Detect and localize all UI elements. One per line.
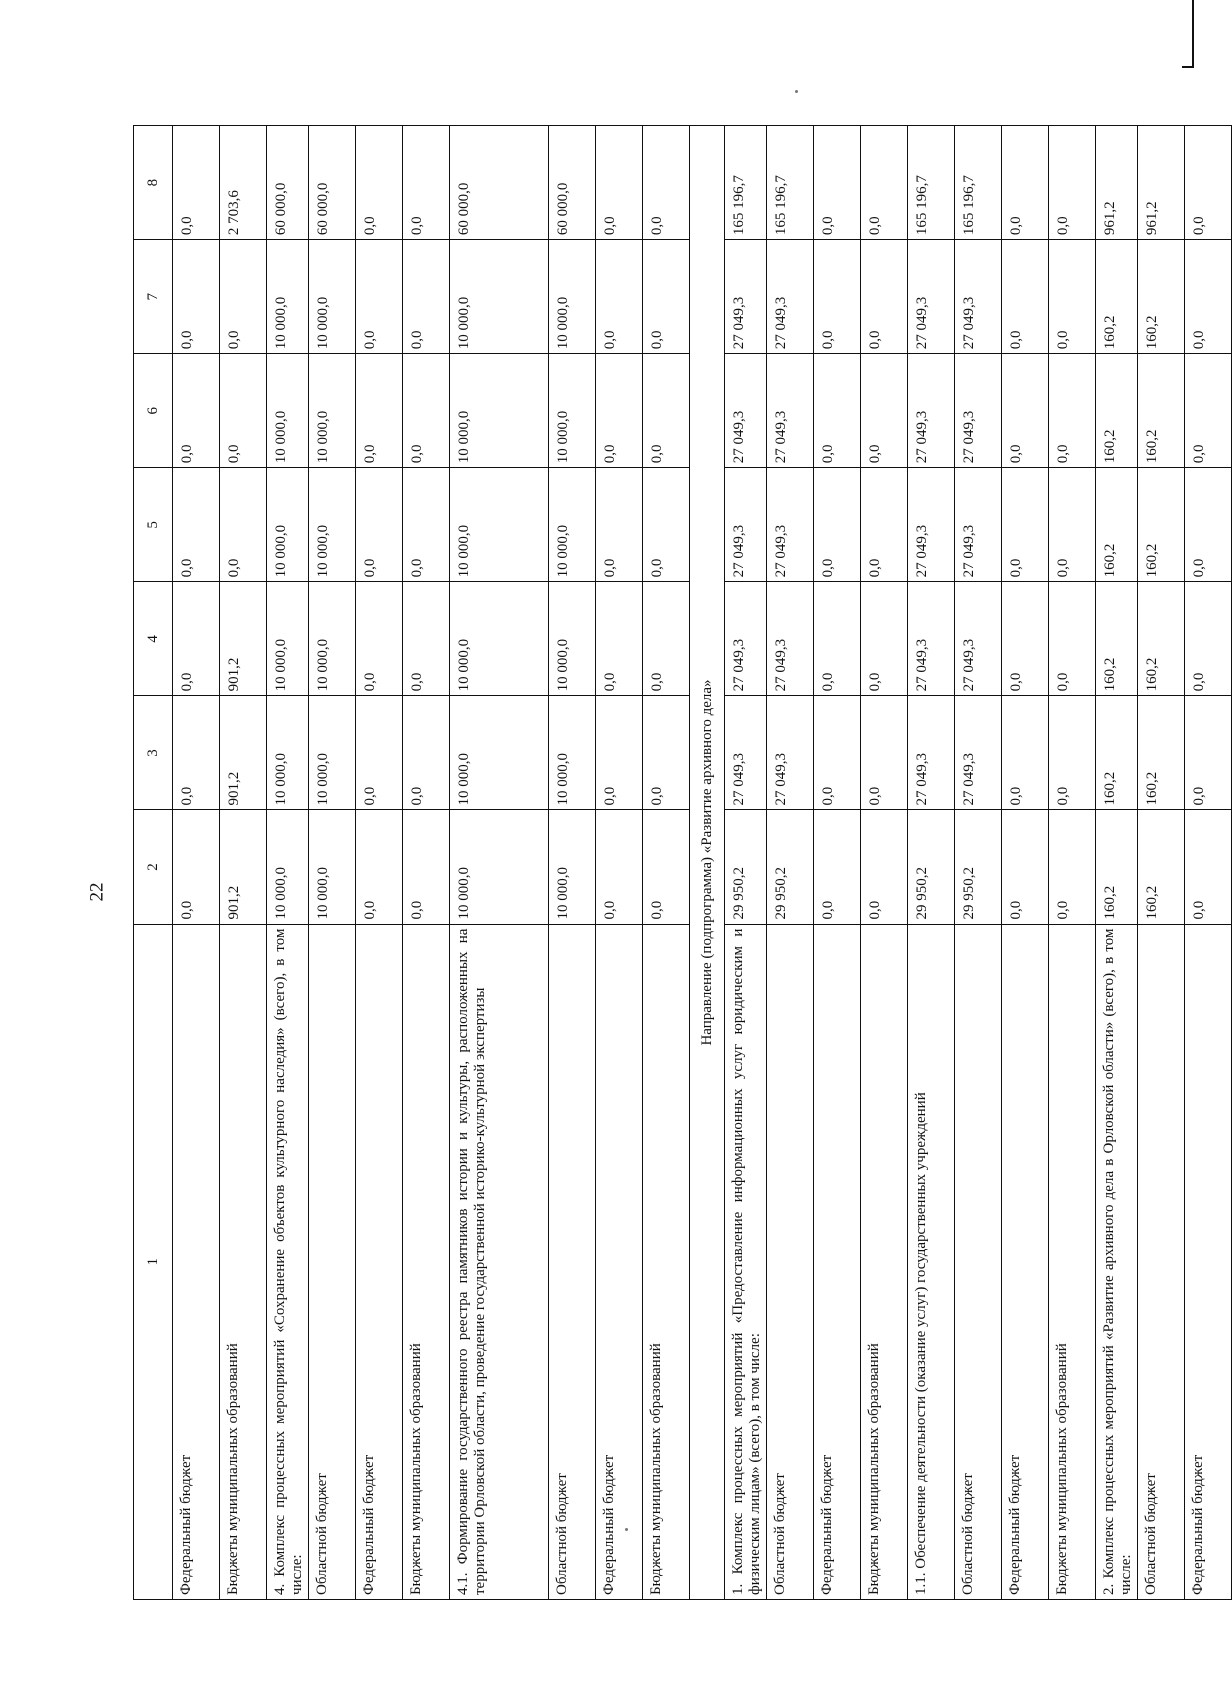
value-cell: 0,0	[1049, 810, 1096, 924]
value-cell: 0,0	[814, 810, 861, 924]
table-row	[403, 126, 450, 1600]
value-cell: 0,0	[356, 810, 403, 924]
table-row	[725, 126, 767, 1600]
value-cell: 10 000,0	[450, 240, 549, 354]
table-row	[220, 126, 267, 1600]
value-cell: 0,0	[356, 240, 403, 354]
value-cell: 0,0	[861, 582, 908, 696]
value-cell: 160,2	[1096, 696, 1138, 810]
value-cell: 10 000,0	[549, 810, 596, 924]
total-cell: 0,0	[173, 126, 220, 240]
value-cell: 0,0	[403, 582, 450, 696]
section-row	[690, 126, 725, 1600]
column-header: 8	[134, 126, 173, 240]
table-row	[861, 126, 908, 1600]
value-cell: 27 049,3	[725, 696, 767, 810]
value-cell: 0,0	[596, 354, 643, 468]
value-cell: 10 000,0	[450, 810, 549, 924]
value-cell: 10 000,0	[450, 582, 549, 696]
value-cell: 0,0	[1049, 354, 1096, 468]
page-number-text: 22	[86, 882, 107, 902]
value-cell: 10 000,0	[267, 240, 309, 354]
row-label: Областной бюджет	[767, 924, 814, 1599]
value-cell: 0,0	[1185, 696, 1232, 810]
value-cell: 160,2	[1138, 582, 1185, 696]
value-cell: 27 049,3	[908, 468, 955, 582]
row-label: 1. Комплекс процессных мероприятий «Предоставление информационных услуг юридическим и физическим лицам» (всего), в том числе:	[725, 924, 767, 1599]
value-cell: 29 950,2	[908, 810, 955, 924]
row-label: Федеральный бюджет	[173, 924, 220, 1599]
value-cell: 160,2	[1096, 810, 1138, 924]
value-cell: 0,0	[643, 240, 690, 354]
value-cell: 10 000,0	[450, 468, 549, 582]
value-cell: 0,0	[1002, 468, 1049, 582]
value-cell: 0,0	[596, 240, 643, 354]
value-cell: 0,0	[596, 582, 643, 696]
value-cell: 0,0	[596, 810, 643, 924]
row-label: Областной бюджет	[549, 924, 596, 1599]
value-cell: 27 049,3	[908, 696, 955, 810]
value-cell: 10 000,0	[267, 696, 309, 810]
value-cell: 0,0	[403, 468, 450, 582]
total-cell: 0,0	[1049, 126, 1096, 240]
value-cell: 0,0	[1185, 240, 1232, 354]
table-row	[908, 126, 955, 1600]
value-cell: 27 049,3	[955, 240, 1002, 354]
value-cell: 10 000,0	[549, 354, 596, 468]
value-cell: 0,0	[220, 354, 267, 468]
value-cell: 27 049,3	[908, 240, 955, 354]
value-cell: 0,0	[356, 582, 403, 696]
row-label: 2. Комплекс процессных мероприятий «Развитие архивного дела в Орловской области» (всего), в том числе:	[1096, 924, 1138, 1599]
value-cell: 27 049,3	[767, 696, 814, 810]
value-cell: 0,0	[814, 582, 861, 696]
column-header: 5	[134, 468, 173, 582]
value-cell: 0,0	[1185, 354, 1232, 468]
total-cell: 0,0	[861, 126, 908, 240]
value-cell: 27 049,3	[767, 354, 814, 468]
value-cell: 901,2	[220, 696, 267, 810]
value-cell: 10 000,0	[549, 468, 596, 582]
value-cell: 0,0	[1185, 468, 1232, 582]
total-cell: 0,0	[643, 126, 690, 240]
value-cell: 27 049,3	[725, 582, 767, 696]
value-cell: 10 000,0	[309, 468, 356, 582]
total-cell: 165 196,7	[725, 126, 767, 240]
value-cell: 0,0	[596, 696, 643, 810]
row-label: Бюджеты муниципальных образований	[1049, 924, 1096, 1599]
value-cell: 10 000,0	[267, 354, 309, 468]
value-cell: 0,0	[173, 810, 220, 924]
total-cell: 0,0	[1185, 126, 1232, 240]
value-cell: 160,2	[1096, 468, 1138, 582]
value-cell: 0,0	[173, 582, 220, 696]
value-cell: 0,0	[643, 582, 690, 696]
value-cell: 0,0	[1002, 582, 1049, 696]
value-cell: 10 000,0	[549, 582, 596, 696]
row-label: Областной бюджет	[955, 924, 1002, 1599]
value-cell: 0,0	[403, 354, 450, 468]
value-cell: 10 000,0	[309, 240, 356, 354]
value-cell: 0,0	[643, 810, 690, 924]
row-label: Федеральный бюджет	[1185, 924, 1232, 1599]
value-cell: 10 000,0	[267, 810, 309, 924]
total-cell: 165 196,7	[908, 126, 955, 240]
row-label: Федеральный бюджет	[596, 924, 643, 1599]
value-cell: 27 049,3	[908, 354, 955, 468]
value-cell: 0,0	[1049, 240, 1096, 354]
column-header: 2	[134, 810, 173, 924]
value-cell: 10 000,0	[450, 696, 549, 810]
total-cell: 60 000,0	[549, 126, 596, 240]
total-cell: 60 000,0	[267, 126, 309, 240]
value-cell: 160,2	[1138, 468, 1185, 582]
value-cell: 0,0	[356, 696, 403, 810]
total-cell: 961,2	[1138, 126, 1185, 240]
table-row	[267, 126, 309, 1600]
section-title: Направление (подпрограмма) «Развитие архивного дела»	[690, 126, 725, 1600]
row-label: 4.1. Формирование государственного реестра памятников истории и культуры, расположенных на территории Орловской области, проведение государственной историко-культурной экспертизы	[450, 924, 549, 1599]
table-row	[450, 126, 549, 1600]
value-cell: 901,2	[220, 810, 267, 924]
value-cell: 10 000,0	[309, 696, 356, 810]
total-cell: 165 196,7	[955, 126, 1002, 240]
value-cell: 10 000,0	[309, 582, 356, 696]
row-label: 1.1. Обеспечение деятельности (оказание услуг) государственных учреждений	[908, 924, 955, 1599]
value-cell: 0,0	[1002, 240, 1049, 354]
value-cell: 0,0	[596, 468, 643, 582]
table-row	[1096, 126, 1138, 1600]
value-cell: 0,0	[173, 468, 220, 582]
value-cell: 160,2	[1096, 582, 1138, 696]
value-cell: 27 049,3	[955, 582, 1002, 696]
value-cell: 0,0	[220, 468, 267, 582]
table-row	[814, 126, 861, 1600]
column-header: 6	[134, 354, 173, 468]
column-header: 4	[134, 582, 173, 696]
row-label: Федеральный бюджет	[356, 924, 403, 1599]
budget-table	[133, 125, 1232, 1600]
row-label: Областной бюджет	[309, 924, 356, 1599]
table-row	[767, 126, 814, 1600]
value-cell: 27 049,3	[908, 582, 955, 696]
value-cell: 0,0	[1002, 354, 1049, 468]
value-cell: 0,0	[1185, 810, 1232, 924]
row-label: Федеральный бюджет	[1002, 924, 1049, 1599]
value-cell: 0,0	[861, 354, 908, 468]
value-cell: 0,0	[814, 354, 861, 468]
row-label: Областной бюджет	[1138, 924, 1185, 1599]
table-row	[173, 126, 220, 1600]
value-cell: 0,0	[403, 240, 450, 354]
value-cell: 27 049,3	[725, 468, 767, 582]
total-cell: 165 196,7	[767, 126, 814, 240]
value-cell: 0,0	[356, 468, 403, 582]
total-cell: 60 000,0	[450, 126, 549, 240]
value-cell: 0,0	[814, 240, 861, 354]
total-cell: 2 703,6	[220, 126, 267, 240]
value-cell: 10 000,0	[549, 240, 596, 354]
table-row	[1002, 126, 1049, 1600]
table-row	[1185, 126, 1232, 1600]
value-cell: 10 000,0	[549, 696, 596, 810]
table-row	[1138, 126, 1185, 1600]
table-row	[643, 126, 690, 1600]
value-cell: 0,0	[1049, 582, 1096, 696]
value-cell: 0,0	[1049, 696, 1096, 810]
row-label: Федеральный бюджет	[814, 924, 861, 1599]
value-cell: 0,0	[861, 810, 908, 924]
table-row	[356, 126, 403, 1600]
value-cell: 0,0	[814, 696, 861, 810]
value-cell: 27 049,3	[767, 240, 814, 354]
value-cell: 27 049,3	[767, 468, 814, 582]
row-label: 4. Комплекс процессных мероприятий «Сохранение объектов культурного наследия» (всего), в том числе:	[267, 924, 309, 1599]
value-cell: 0,0	[814, 468, 861, 582]
value-cell: 0,0	[861, 468, 908, 582]
value-cell: 0,0	[861, 696, 908, 810]
total-cell: 60 000,0	[309, 126, 356, 240]
scan-edge-mark	[1182, 0, 1194, 68]
table-header-row	[134, 126, 173, 1600]
value-cell: 0,0	[1049, 468, 1096, 582]
page-number	[83, 874, 111, 910]
value-cell: 0,0	[1185, 582, 1232, 696]
value-cell: 10 000,0	[267, 582, 309, 696]
value-cell: 10 000,0	[450, 354, 549, 468]
value-cell: 0,0	[173, 240, 220, 354]
scan-speck	[795, 90, 798, 93]
value-cell: 0,0	[861, 240, 908, 354]
value-cell: 29 950,2	[725, 810, 767, 924]
value-cell: 160,2	[1096, 354, 1138, 468]
table-body	[173, 126, 1232, 1600]
column-header: 3	[134, 696, 173, 810]
row-label: Бюджеты муниципальных образований	[403, 924, 450, 1599]
row-label: Бюджеты муниципальных образований	[220, 924, 267, 1599]
table-row	[1049, 126, 1096, 1600]
value-cell: 160,2	[1138, 696, 1185, 810]
value-cell: 0,0	[173, 354, 220, 468]
value-cell: 0,0	[643, 468, 690, 582]
value-cell: 0,0	[643, 354, 690, 468]
value-cell: 10 000,0	[267, 468, 309, 582]
value-cell: 0,0	[1002, 810, 1049, 924]
budget-table-rotated	[133, 125, 1207, 1600]
value-cell: 27 049,3	[955, 354, 1002, 468]
value-cell: 0,0	[403, 810, 450, 924]
column-header: 7	[134, 240, 173, 354]
table-row	[309, 126, 356, 1600]
value-cell: 27 049,3	[955, 468, 1002, 582]
value-cell: 29 950,2	[955, 810, 1002, 924]
total-cell: 0,0	[814, 126, 861, 240]
value-cell: 27 049,3	[955, 696, 1002, 810]
value-cell: 0,0	[356, 354, 403, 468]
value-cell: 0,0	[1002, 696, 1049, 810]
value-cell: 0,0	[173, 696, 220, 810]
total-cell: 0,0	[596, 126, 643, 240]
value-cell: 29 950,2	[767, 810, 814, 924]
value-cell: 10 000,0	[309, 354, 356, 468]
total-cell: 0,0	[356, 126, 403, 240]
value-cell: 901,2	[220, 582, 267, 696]
column-header: 1	[134, 924, 173, 1599]
value-cell: 10 000,0	[309, 810, 356, 924]
value-cell: 160,2	[1138, 240, 1185, 354]
table-row	[955, 126, 1002, 1600]
value-cell: 160,2	[1138, 354, 1185, 468]
total-cell: 961,2	[1096, 126, 1138, 240]
value-cell: 27 049,3	[767, 582, 814, 696]
row-label: Бюджеты муниципальных образований	[861, 924, 908, 1599]
value-cell: 0,0	[220, 240, 267, 354]
row-label: Бюджеты муниципальных образований	[643, 924, 690, 1599]
total-cell: 0,0	[403, 126, 450, 240]
value-cell: 0,0	[403, 696, 450, 810]
table-row	[596, 126, 643, 1600]
value-cell: 0,0	[643, 696, 690, 810]
total-cell: 0,0	[1002, 126, 1049, 240]
value-cell: 27 049,3	[725, 354, 767, 468]
value-cell: 27 049,3	[725, 240, 767, 354]
value-cell: 160,2	[1138, 810, 1185, 924]
table-row	[549, 126, 596, 1600]
value-cell: 160,2	[1096, 240, 1138, 354]
